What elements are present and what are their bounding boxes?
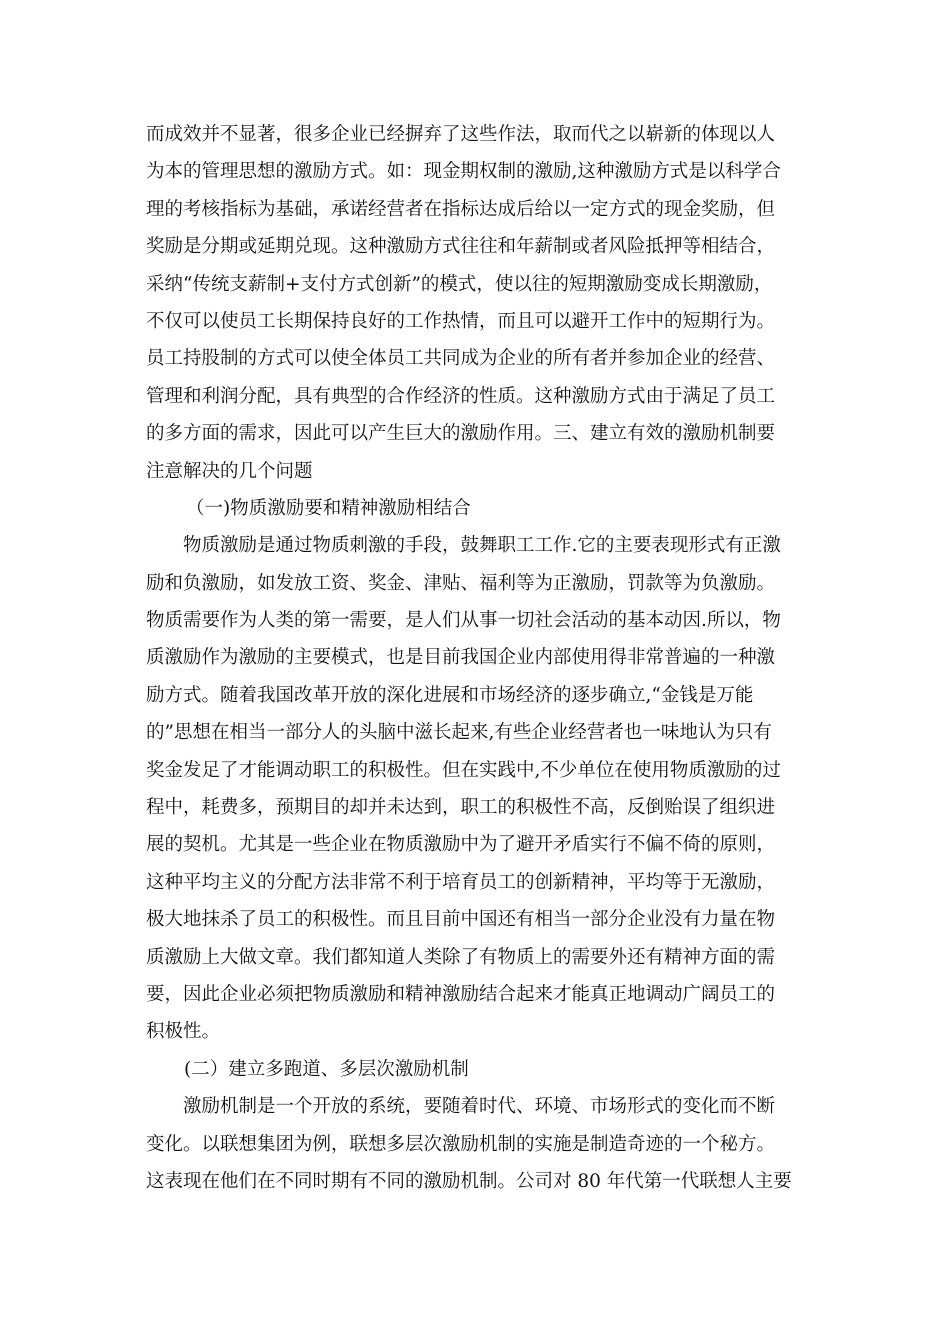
text-line: 员工持股制的方式可以使全体员工共同成为企业的所有者并参加企业的经营、 [146,348,776,370]
text-line: 物质需要作为人类的第一需要，是人们从事一切社会活动的基本动因.所以，物 [146,610,781,632]
text-line: 展的契机。尤其是一些企业在物质激励中为了避开矛盾实行不偏不倚的原则， [146,834,776,856]
text-line: 质激励上大做文章。我们都知道人类除了有物质上的需要外还有精神方面的需 [146,946,776,968]
text-line: 积极性。 [146,1021,221,1043]
text-line: 管理和利润分配，具有典型的合作经济的性质。这种激励方式由于满足了员工 [146,385,776,407]
paragraph-start: 激励机制是一个开放的系统，要随着时代、环境、市场形式的变化而不断 [183,1096,776,1118]
text-line: 励和负激励，如发放工资、奖金、津贴、福利等为正激励，罚款等为负激励。 [146,572,776,594]
text-line: 的多方面的需求，因此可以产生巨大的激励作用。三、建立有效的激励机制要 [146,423,776,445]
text-line: 为本的管理思想的激励方式。如：现金期权制的激励,这种激励方式是以科学合 [146,161,781,183]
text-line: 而成效并不显著，很多企业已经摒弃了这些作法，取而代之以崭新的体现以人 [146,124,776,145]
text-line: 注意解决的几个问题 [146,460,313,482]
section-heading-2: (二）建立多跑道、多层次激励机制 [184,1058,469,1080]
text-line: 极大地抹杀了员工的积极性。而且目前中国还有相当一部分企业没有力量在物 [146,909,776,931]
text-line: 要，因此企业必须把物质激励和精神激励结合起来才能真正地调动广阔员工的 [146,983,776,1005]
text-line: 变化。以联想集团为例，联想多层次激励机制的实施是制造奇迹的一个秘方。 [146,1133,776,1155]
text-line: 这表现在他们在不同时期有不同的激励机制。公司对 80 年代第一代联想人主要 [146,1170,792,1192]
section-heading-1: （一)物质激励要和精神激励相结合 [186,497,471,519]
text-line: 程中，耗费多，预期目的却并未达到，职工的积极性不高，反倒贻误了组织进 [146,797,776,819]
body-text [146,116,806,1200]
text-line: 奖金发足了才能调动职工的积极性。但在实践中,不少单位在使用物质激励的过 [146,759,781,781]
text-line: 励方式。随着我国改革开放的深化进展和市场经济的逐步确立,“金钱是万能 [146,684,754,706]
text-line: 质激励作为激励的主要模式，也是目前我国企业内部使用得非常普遍的一种激 [146,647,776,669]
text-line: 采纳“传统支薪制+支付方式创新”的模式，使以往的短期激励变成长期激励， [146,273,773,295]
text-line: 奖励是分期或延期兑现。这种激励方式往往和年薪制或者风险抵押等相结合， [146,236,776,258]
text-line: 理的考核指标为基础，承诺经营者在指标达成后给以一定方式的现金奖励，但 [146,198,776,220]
text-line: 的”思想在相当一部分人的头脑中滋长起来,有些企业经营者也一味地认为只有 [146,722,772,744]
text-line: 不仅可以使员工长期保持良好的工作热情，而且可以避开工作中的短期行为。 [146,310,776,332]
paragraph-start: 物质激励是通过物质刺激的手段，鼓舞职工工作.它的主要表现形式有正激 [183,535,781,557]
text-line: 这种平均主义的分配方法非常不利于培育员工的创新精神，平均等于无激励， [146,871,776,893]
